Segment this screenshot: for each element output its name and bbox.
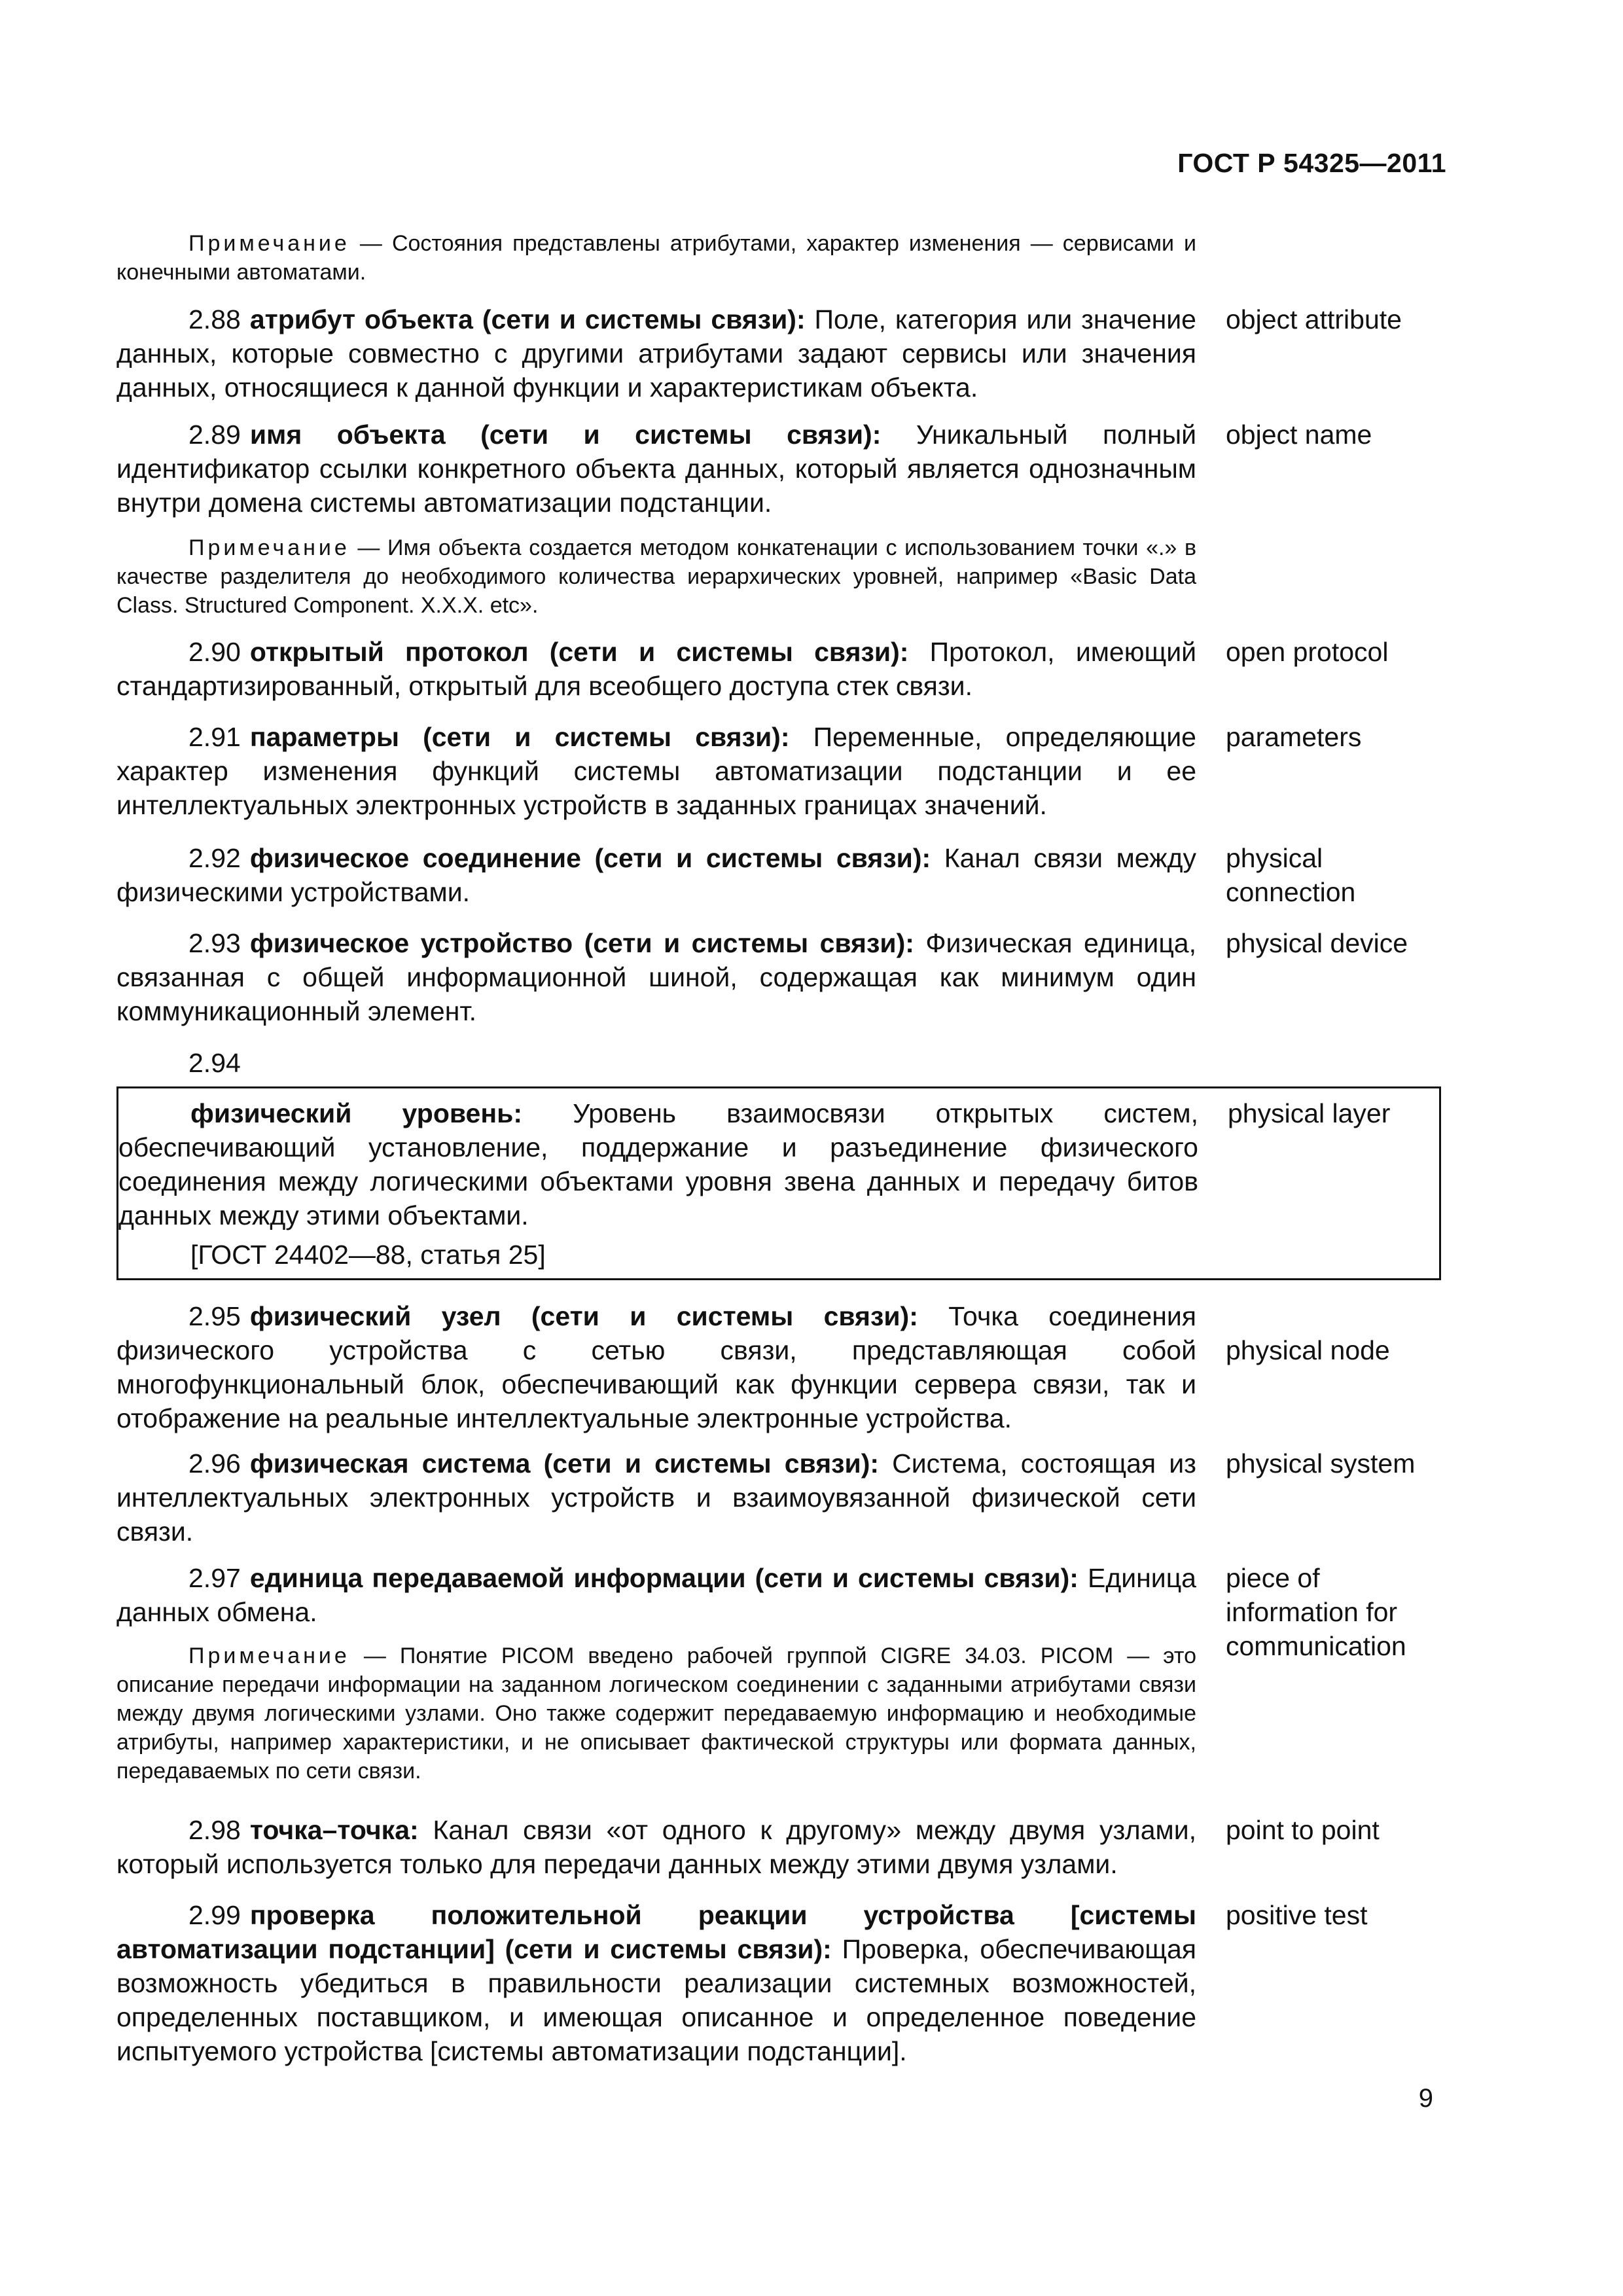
page-number: 9 <box>1418 2084 1433 2113</box>
term-entry <box>116 926 1196 1028</box>
entry-number: 2.96 <box>188 1448 241 1479</box>
english-term: object name <box>1226 420 1372 450</box>
term-entry <box>116 1446 1196 1549</box>
entry-term: физическая система (сети и системы связи): <box>249 1448 880 1479</box>
entry-number: 2.94 <box>188 1048 241 1078</box>
english-term: open protocol <box>1226 637 1389 667</box>
term-entry <box>116 1561 1196 1629</box>
boxed-term <box>116 1086 1441 1280</box>
entry-term: открытый протокол (сети и системы связи): <box>249 637 909 667</box>
entry-definition: Протокол, имеющий стандартизированный, открытый для всеобщего доступа стек связи. <box>116 637 1196 701</box>
entry-number: 2.93 <box>188 928 241 958</box>
entry-definition: Проверка, обеспечивающая возможность убедиться в правильности реализации системных возможностей, определенных поставщиком, и имеющая описанное и определенное поведение испытуемого устройства [системы автоматизации подстанции]. <box>116 1934 1196 2066</box>
note-lead: Примечание <box>188 535 350 560</box>
english-term: object attribute <box>1226 304 1402 334</box>
term-entry <box>116 635 1196 703</box>
entry-term: физическое соединение (сети и системы связи): <box>249 843 931 873</box>
entry-definition: Уникальный полный идентификатор ссылки конкретного объекта данных, который является однозначным внутри домена системы автоматизации подстанции. <box>116 420 1196 518</box>
entry-number: 2.98 <box>188 1815 241 1845</box>
entry-definition: Уровень взаимосвязи открытых систем, обеспечивающий установление, поддержание и разъединение физического соединения между логическими объектами уровня звена данных и передачу битов данных между этими объектами. <box>118 1098 1198 1230</box>
english-term: physical connection <box>1226 843 1356 907</box>
term-entry <box>116 1046 1196 1080</box>
english-term: parameters <box>1226 722 1362 752</box>
note-text: — Состояния представлены атрибутами, характер изменения — сервисами и конечными автоматами. <box>116 231 1196 285</box>
term-entry <box>116 841 1196 909</box>
note-text: — Понятие PICOM введено рабочей группой CIGRE 34.03. PICOM — это описание передачи информации на заданном логическом соединении с заданными атрибутами связи между двумя логическими узлами. Оно также содержит передаваемую информацию и необходимые атрибуты, например характеристики, и не описывает фактической структуры или формата данных, передаваемых по сети связи. <box>116 1643 1196 1784</box>
term-entry <box>116 1813 1196 1881</box>
entry-term: имя объекта (сети и системы связи): <box>249 420 882 450</box>
entry-term: физический узел (сети и системы связи): <box>249 1301 918 1331</box>
boxed-term-text <box>118 1096 1198 1272</box>
english-term: physical node <box>1226 1335 1390 1365</box>
entry-definition: Переменные, определяющие характер изменения функций системы автоматизации подстанции и ее интеллектуальных электронных устройств в заданных границах значений. <box>116 722 1196 820</box>
english-term: physical device <box>1226 928 1408 958</box>
entry-definition: Система, состоящая из интеллектуальных электронных устройств и взаимоувязанной физической сети связи. <box>116 1448 1196 1547</box>
source-reference: [ГОСТ 24402—88, статья 25] <box>190 1240 546 1270</box>
entry-number: 2.97 <box>188 1563 241 1593</box>
english-term: physical system <box>1226 1448 1416 1479</box>
entry-definition: Канал связи «от одного к другому» между двумя узлами, который используется только для передачи данных между этими двумя узлами. <box>116 1815 1196 1879</box>
english-term: positive test <box>1226 1900 1368 1930</box>
entry-number: 2.88 <box>188 304 241 334</box>
entry-definition: Точка соединения физического устройства с сетью связи, представляющая собой многофункциональный блок, обеспечивающий как функции сервера связи, так и отображение на реальные интеллектуальные электронные устройства. <box>116 1301 1196 1433</box>
english-term: piece of information for communication <box>1226 1563 1406 1661</box>
entry-definition: Канал связи между физическими устройствами. <box>116 843 1196 907</box>
entry-term: проверка положительной реакции устройства [системы автоматизации подстанции] (сети и системы связи): <box>116 1900 1196 1964</box>
term-entry <box>116 1299 1196 1435</box>
entry-number: 2.92 <box>188 843 241 873</box>
term-entry <box>116 302 1196 404</box>
entry-note <box>116 1641 1196 1785</box>
english-term: point to point <box>1226 1815 1380 1845</box>
entry-definition: Физическая единица, связанная с общей информационной шиной, содержащая как минимум один коммуникационный элемент. <box>116 928 1196 1026</box>
entry-definition: Поле, категория или значение данных, которые совместно с другими атрибутами задают сервисы или значения данных, относящиеся к данной функции и характеристикам объекта. <box>116 304 1196 403</box>
english-term: physical layer <box>1228 1098 1391 1128</box>
note-text: — Имя объекта создается методом конкатенации с использованием точки «.» в качестве разделителя до необходимого количества иерархических уровней, например «Basic Data Class. Structured Component. X.X.X. etc». <box>116 535 1197 618</box>
entry-note <box>116 533 1196 620</box>
entry-term: физический уровень: <box>190 1098 522 1128</box>
term-entry <box>116 720 1196 822</box>
document-header: ГОСТ Р 54325—2011 <box>1177 148 1446 178</box>
term-entry <box>116 418 1196 520</box>
entry-term: единица передаваемой информации (сети и системы связи): <box>249 1563 1079 1593</box>
note-lead: Примечание <box>188 1643 350 1668</box>
entry-term: физическое устройство (сети и системы связи): <box>249 928 914 958</box>
entry-term: параметры (сети и системы связи): <box>249 722 790 752</box>
entry-number: 2.99 <box>188 1900 241 1930</box>
term-entry <box>116 1898 1196 2068</box>
note-lead: Примечание <box>188 231 350 256</box>
top-note <box>116 229 1196 287</box>
entry-number: 2.89 <box>188 420 241 450</box>
entry-term: точка–точка: <box>249 1815 419 1845</box>
entry-definition: Единица данных обмена. <box>116 1563 1196 1627</box>
entry-number: 2.91 <box>188 722 241 752</box>
entry-term: атрибут объекта (сети и системы связи): <box>249 304 806 334</box>
entry-number: 2.95 <box>188 1301 241 1331</box>
entry-number: 2.90 <box>188 637 241 667</box>
